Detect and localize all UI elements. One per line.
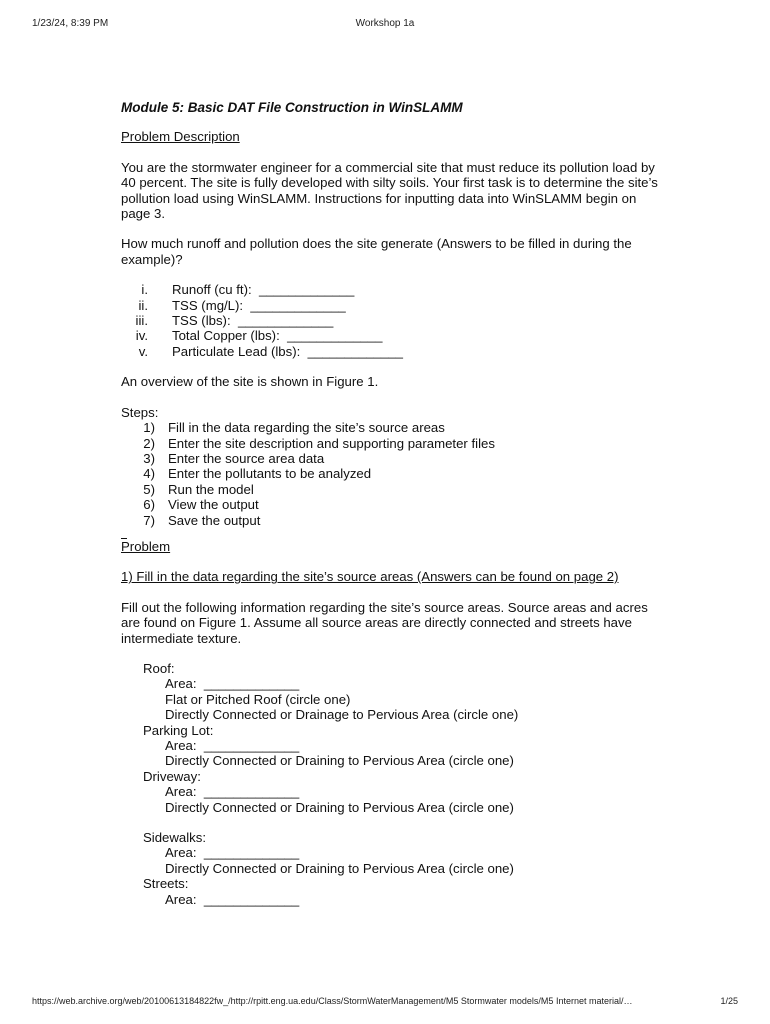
step-number: 1) [143, 420, 155, 436]
answer-number: iii. [135, 313, 148, 329]
roof-type-choice: Flat or Pitched Roof (circle one) [165, 691, 351, 707]
parking-lot-connection-choice: Directly Connected or Draining to Pervious Area (circle one) [165, 753, 514, 769]
step-number: 5) [143, 481, 155, 497]
sidewalks-connection-choice: Directly Connected or Draining to Pervious Area (circle one) [165, 860, 514, 876]
step-item [121, 497, 661, 512]
print-page-number: 1/25 [720, 996, 738, 1006]
streets-area-field: Area: _____________ [165, 891, 300, 907]
step-number: 6) [143, 497, 155, 513]
step-text: Enter the site description and supporting parameter files [168, 435, 495, 451]
driveway-area-field: Area: _____________ [165, 784, 300, 800]
step-item [121, 451, 661, 466]
roof-label: Roof: [143, 660, 175, 676]
step-text: View the output [168, 497, 259, 513]
answer-number: v. [138, 343, 148, 359]
step-number: 3) [143, 450, 155, 466]
answer-text: Particulate Lead (lbs): _____________ [172, 343, 403, 359]
underline-mark [121, 530, 127, 539]
step-text: Save the output [168, 512, 261, 528]
print-datetime: 1/23/24, 8:39 PM [32, 18, 109, 29]
step-text: Run the model [168, 481, 254, 497]
answer-number: iv. [135, 328, 148, 344]
roof-connection-choice: Directly Connected or Drainage to Pervious Area (circle one) [165, 707, 519, 723]
print-page-title: Workshop 1a [355, 18, 415, 29]
driveway-connection-choice: Directly Connected or Draining to Pervious Area (circle one) [165, 799, 514, 815]
step-item [121, 420, 661, 435]
step-item [121, 513, 661, 528]
answer-item [121, 282, 661, 297]
section-1-heading: 1) Fill in the data regarding the site’s source areas (Answers can be found on page 2) [121, 569, 619, 585]
sidewalks-area-field: Area: _____________ [165, 845, 300, 861]
answer-item [121, 313, 661, 328]
answer-list [121, 282, 661, 359]
roof-area-field: Area: _____________ [165, 676, 300, 692]
answer-text: TSS (mg/L): _____________ [172, 297, 346, 313]
answer-item [121, 344, 661, 359]
problem-heading: Problem [121, 538, 171, 554]
step-item [121, 482, 661, 497]
driveway-label: Driveway: [143, 768, 201, 784]
step-number: 2) [143, 435, 155, 451]
steps-list [121, 420, 661, 528]
answer-number: i. [141, 282, 148, 298]
intro-paragraph: You are the stormwater engineer for a commercial site that must reduce its pollution load by 40 percent. The site is fully developed with silty soils. Your first task is to determine the site’s pollution load using WinSLAMM. Instructions for inputting data into WinSLAMM begin on page 3. [121, 159, 658, 222]
step-number: 7) [143, 512, 155, 528]
answer-text: Runoff (cu ft): _____________ [172, 282, 355, 298]
document-body [121, 100, 661, 907]
section-1-paragraph: Fill out the following information regarding the site’s source areas. Source areas and acres are found on Figure 1. Assume all source areas are directly connected and streets have intermediate texture. [121, 599, 648, 646]
step-item [121, 466, 661, 481]
parking-lot-area-field: Area: _____________ [165, 738, 300, 753]
answer-text: Total Copper (lbs): _____________ [172, 328, 383, 344]
overview-paragraph: An overview of the site is shown in Figure 1. [121, 374, 379, 390]
parking-lot-label: Parking Lot: [143, 722, 214, 738]
steps-label: Steps: [121, 404, 159, 420]
answer-item [121, 298, 661, 313]
source-area-form [121, 661, 661, 907]
question-paragraph: How much runoff and pollution does the site generate (Answers to be filled in during the example)? [121, 236, 632, 267]
answer-item [121, 328, 661, 343]
problem-description-heading: Problem Description [121, 129, 240, 145]
step-text: Enter the source area data [168, 450, 325, 466]
print-source-url: https://web.archive.org/web/20100613184822fw_/http://rpitt.eng.ua.edu/Class/StormWaterManagement/M5 Stormwater models/M5 Internet material/… [32, 996, 633, 1006]
answer-text: TSS (lbs): _____________ [172, 313, 334, 329]
step-item [121, 436, 661, 451]
step-text: Fill in the data regarding the site’s source areas [168, 420, 445, 436]
step-text: Enter the pollutants to be analyzed [168, 466, 372, 482]
document-title: Module 5: Basic DAT File Construction in WinSLAMM [121, 100, 463, 115]
sidewalks-label: Sidewalks: [143, 830, 207, 846]
answer-number: ii. [138, 297, 148, 313]
streets-label: Streets: [143, 876, 189, 892]
step-number: 4) [143, 466, 155, 482]
